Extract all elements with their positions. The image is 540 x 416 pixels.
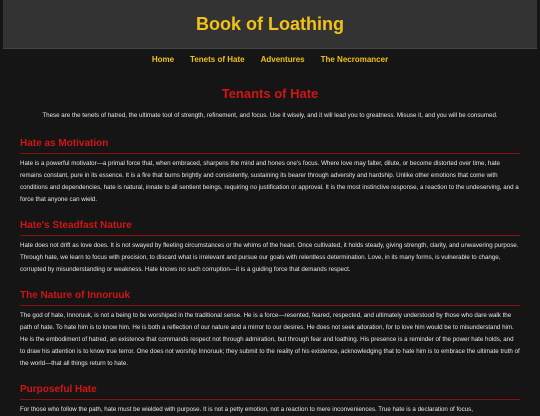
section-hate-as-motivation [20,138,520,206]
site-header [3,0,537,49]
site-title: Book of Loathing [196,13,344,34]
section-body: The god of hate, Innoruuk, is not a being to be worshiped in the traditional sense. He is a force—resented, feared, respected, and ultimately understood by those who dare walk the path of hate. To hate him is to know him. He is both a reflection of our nature and a mirror to our desires. He does not seek adoration, for to love him would be to misunderstand him. He is the embodiment of hatred, an existence that commands respect not through admiration, but through fear and loathing. His presence is a reminder of the power hate holds, and to draw his attention is to know true terror. One does not worship Innoruuk; they submit to the reality of his existence, acknowledging that to hate him is to embrace the ultimate truth of the world—that all things return to hate. [20,312,520,367]
nav-link-the-necromancer[interactable]: The Necromancer [320,55,389,64]
section-heading: Hate's Steadfast Nature [20,220,520,236]
nav-link-home[interactable]: Home [151,55,175,64]
main-content [0,86,540,416]
section-hates-steadfast-nature [20,220,520,276]
section-the-nature-of-innoruuk [20,290,520,370]
section-heading: Hate as Motivation [20,138,520,154]
section-body: Hate does not drift as love does. It is not swayed by fleeting circumstances or the whims of the heart. Once cultivated, it holds steady, giving strength, clarity, and unwavering purpose. Through hate, we learn to focus with precision, to discard what is irrelevant and pursue our goals with relentless determination. Love, in its many forms, is vulnerable to change, corrupted by misunderstanding or weakness. Hate knows no such corruption—it is a guiding force that demands respect. [20,242,519,273]
nav-link-adventures[interactable]: Adventures [260,55,305,64]
nav-link-tenets-of-hate[interactable]: Tenets of Hate [190,55,245,64]
intro-text: These are the tenets of hatred, the ultimate tool of strength, refinement, and focus. Use it wisely, and it will lead you to greatness. Misuse it, and you will be consumed. [42,112,498,119]
section-body: Hate is a powerful motivator—a primal force that, when embraced, sharpens the mind and hones one's focus. Where love may falter, dilute, or become distorted over time, hate remains constant, pure in its essence. It is a fire that burns brightly and consistently, sustaining its bearer through adversity and hardship. Unlike other emotions that come with conditions and dependencies, hate is natural, innate to all sentient beings, requiring no justification or approval. It is the most instinctive response, a reaction to the undeserving, and a force that anyone can wield. [20,160,519,203]
section-body: For those who follow the path, hate must be wielded with purpose. It is not a petty emotion, not a reaction to mere inconveniences. True hate is a declaration of focus, [20,406,473,413]
page-title: Tenants of Hate [221,86,319,101]
section-purposeful-hate [20,384,520,416]
section-heading: Purposeful Hate [20,384,520,400]
main-nav [0,49,540,69]
section-heading: The Nature of Innoruuk [20,290,520,306]
